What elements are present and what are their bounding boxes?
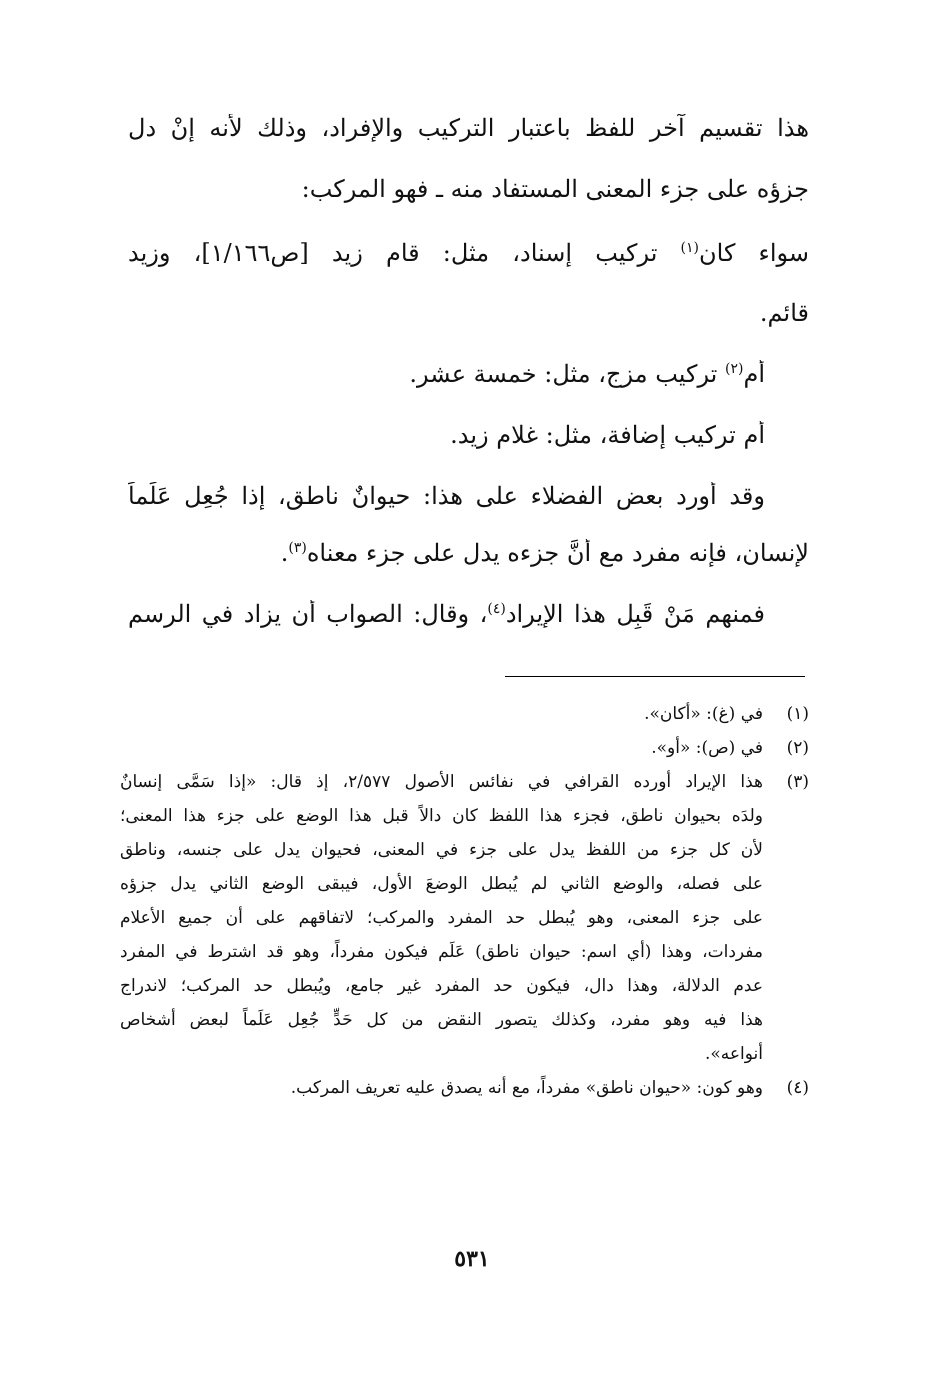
footnote-4: (٤) وهو كون: «حيوان ناطق» مفرداً، مع أنه يصدق عليه تعريف المركب. — [290, 1078, 809, 1098]
text-line: أم تركيب إضافة، مثل: غلام زيد. — [450, 421, 765, 449]
footnote-separator — [505, 676, 805, 677]
text-line: سواء كان$^{(١)}$ تركيب إسناد، مثل: قام زيد [ص١/١٦٦]، وزيد — [128, 239, 809, 267]
footnote-3-line: مفردات، وهذا (أي اسم: حيوان ناطق) عَلَم فيكون مفرداً، وهو قد اشترط في المفرد — [120, 942, 763, 962]
footnote-3-line: أنواعه». — [704, 1044, 763, 1064]
footnotes — [120, 697, 809, 1105]
text-line: جزؤه على جزء المعنى المستفاد منه ـ فهو المركب: — [301, 175, 809, 203]
footnote-3-line: على فصله، والوضع الثاني لم يُبطل الوضعَ الأول، فيبقى الوضع الثاني يدل جزؤه — [120, 874, 763, 894]
text-line: قائم. — [759, 299, 809, 327]
footnote-2: (٢) في (ص): «أو». — [651, 738, 809, 758]
footnote-3-line: عدم الدلالة، وهذا دال، فيكون حد المفرد غير جامع، ويُبطل حد المركب؛ لاندراج — [120, 976, 763, 996]
footnote-ref: (٣) — [288, 540, 307, 556]
footnote-ref: (١) — [680, 240, 700, 256]
text-line: وقد أورد بعض الفضلاء على هذا: حيوانٌ ناطق، إذا جُعِل عَلَماً — [128, 482, 765, 510]
footnote-3-line: لأن كل جزء من اللفظ يدل على جزء في المعنى، فحيوان يدل على جنسه، وناطق — [120, 840, 763, 860]
text-line: لإنسان، فإنه مفرد مع أنَّ جزءه يدل على جزء معناه$^{(٣)}$. — [280, 539, 809, 567]
text-line: هذا تقسيم آخر للفظ باعتبار التركيب والإفراد، وذلك لأنه إنْ دل — [128, 114, 809, 142]
footnote-3-line: هذا فيه وهو مفرد، وكذلك يتصور النقض من كل حَدٍّ جُعِل عَلَماً لبعض أشخاص — [120, 1010, 763, 1030]
main-text — [128, 106, 809, 629]
footnote-3-line: على جزء المعنى، وهو يُبطل حد المفرد والمركب؛ لاتفاقهم على أن جميع الأعلام — [120, 908, 763, 928]
page-number: ٥٣١ — [454, 1246, 490, 1272]
footnote-1: (١) في (غ): «أكان». — [644, 704, 809, 724]
text-line: فمنهم مَنْ قَبِل هذا الإيراد$^{(٤)}$، وقال: الصواب أن يزاد في الرسم — [128, 600, 765, 628]
footnote-ref: (٢) — [725, 361, 744, 377]
footnote-ref: (٤) — [487, 601, 506, 617]
footnote-3: (٣) هذا الإيراد أورده القرافي في نفائس الأصول ٢/٥٧٧، إذ قال: «إذا سَمَّى إنسانٌ — [120, 772, 809, 792]
text-line: أم$^{(٢)}$ تركيب مزج، مثل: خمسة عشر. — [409, 360, 765, 388]
footnote-3-line: ولدَه بحيوان ناطق، فجزء هذا اللفظ كان دالاً قبل هذا الوضع على جزء هذا المعنى؛ — [120, 806, 763, 826]
